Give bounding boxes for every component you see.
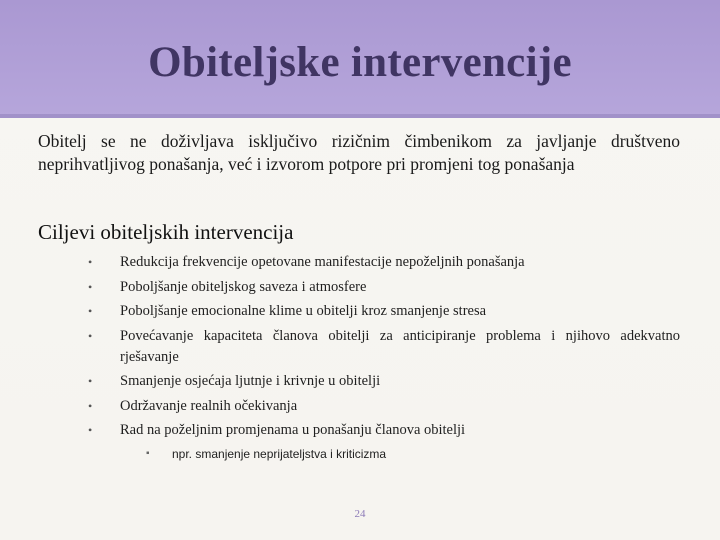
bullet-icon: • bbox=[88, 423, 93, 437]
bullet-icon: • bbox=[88, 304, 93, 318]
page-number: 24 bbox=[354, 508, 366, 520]
list-item bbox=[88, 371, 680, 392]
list-item-text: Poboljšanje obiteljskog saveza i atmosfere bbox=[120, 278, 367, 295]
list-item bbox=[88, 277, 680, 298]
sub-list-item bbox=[146, 445, 680, 463]
list-item bbox=[88, 420, 680, 441]
section-heading: Ciljevi obiteljskih intervencija bbox=[38, 220, 294, 244]
sub-bullet-icon: ▪ bbox=[146, 447, 150, 459]
list-item bbox=[88, 252, 680, 273]
list-item-text: Rad na poželjnim promjenama u ponašanju članova obitelji bbox=[120, 422, 466, 438]
goals-list bbox=[88, 252, 680, 463]
list-item-text: Smanjenje osjećaja ljutnje i krivnje u obitelji bbox=[120, 373, 381, 389]
sub-list-item-text: npr. smanjenje neprijateljstva i kriticizma bbox=[172, 446, 387, 461]
bullet-icon: • bbox=[88, 374, 93, 388]
list-item-text: Redukcija frekvencije opetovane manifestacije nepoželjnih ponašanja bbox=[120, 254, 525, 270]
bullet-icon: • bbox=[88, 279, 93, 294]
bullet-icon: • bbox=[88, 255, 93, 269]
slide-title: Obiteljske intervencije bbox=[148, 39, 572, 86]
list-item-text: Poboljšanje emocionalne klime u obitelji kroz smanjenje stresa bbox=[120, 303, 487, 319]
intro-paragraph: Obitelj se ne doživljava isključivo rizičnim čimbenikom za javljanje društveno neprihvatljivog ponašanja, već i izvorom potpore pri promjeni tog ponašanja bbox=[38, 131, 680, 174]
list-item bbox=[88, 326, 680, 368]
list-item-text: Povećavanje kapaciteta članova obitelji za anticipiranje problema i njihovo adekvatno rješavanje bbox=[120, 327, 680, 365]
list-item bbox=[88, 301, 680, 322]
bullet-icon: • bbox=[88, 398, 93, 413]
title-banner bbox=[0, 0, 720, 118]
list-item-text: Održavanje realnih očekivanja bbox=[120, 397, 298, 414]
list-item bbox=[88, 396, 680, 417]
bullet-icon: • bbox=[88, 328, 93, 343]
